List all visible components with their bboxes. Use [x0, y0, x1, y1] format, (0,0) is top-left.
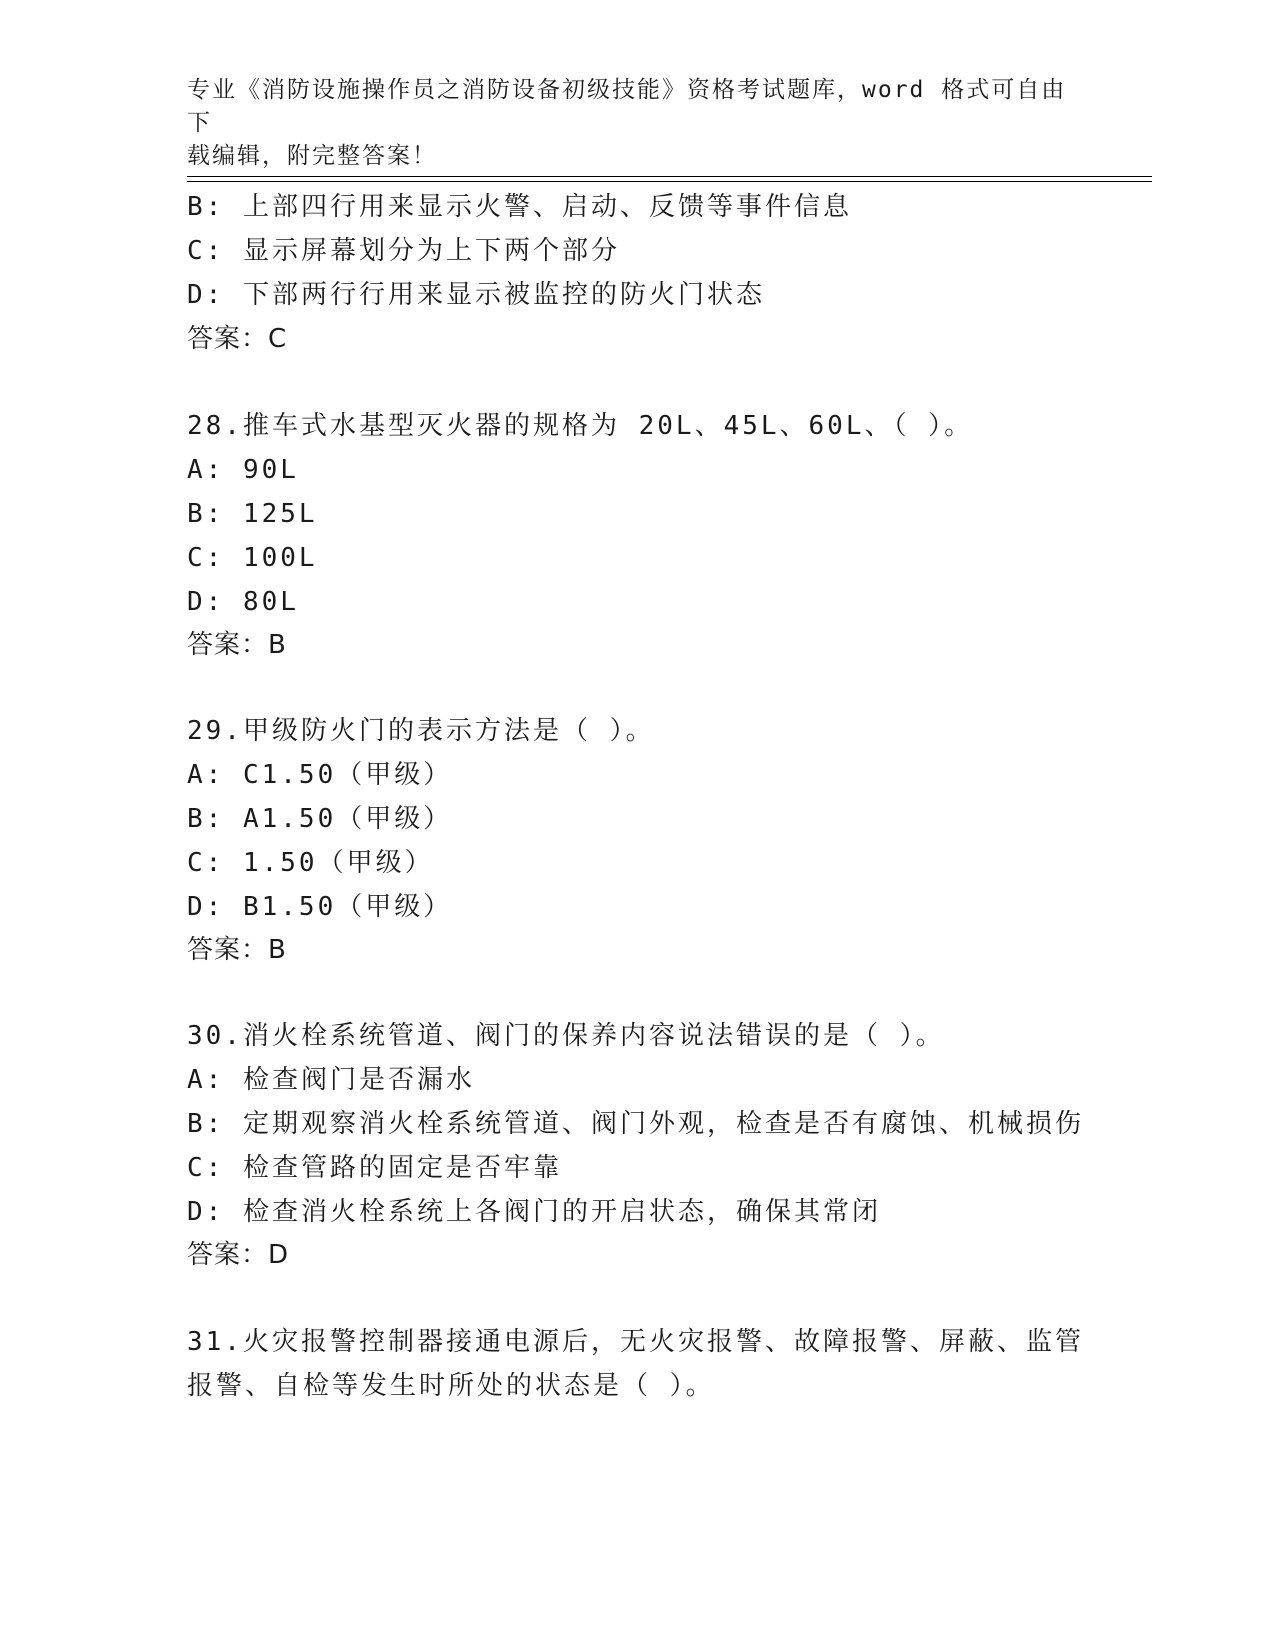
q30-option-d: D: 检查消火栓系统上各阀门的开启状态，确保其常闭 [187, 1197, 881, 1227]
q28-option-d: D: 80L [187, 587, 299, 617]
q30-option-b: B: 定期观察消火栓系统管道、阀门外观，检查是否有腐蚀、机械损伤 [187, 1109, 1084, 1139]
q27-option-c: C: 显示屏幕划分为上下两个部分 [187, 236, 620, 266]
q28-option-b: B: 125L [187, 499, 318, 529]
q29-option-c: C: 1.50（甲级） [187, 848, 434, 878]
q28-option-a: A: 90L [187, 455, 299, 485]
q29-option-a: A: C1.50（甲级） [187, 760, 453, 790]
q27-option-b: B: 上部四行用来显示火警、启动、反馈等事件信息 [187, 192, 852, 222]
q30-question: 30.消火栓系统管道、阀门的保养内容说法错误的是（ ）。 [187, 1021, 945, 1051]
q27-answer: 答案：C [187, 324, 288, 354]
q29-answer: 答案：B [187, 935, 287, 965]
q28-question: 28.推车式水基型灭火器的规格为 20L、45L、60L、（ ）。 [187, 411, 974, 441]
q30-option-a: A: 检查阀门是否漏水 [187, 1065, 475, 1095]
q29-option-d: D: B1.50（甲级） [187, 892, 453, 922]
q28-answer: 答案：B [187, 630, 287, 660]
q31-question-line-2: 报警、自检等发生时所处的状态是（ ）。 [187, 1371, 715, 1401]
q30-answer: 答案：D [187, 1240, 290, 1270]
q30-option-c: C: 检查管路的固定是否牢靠 [187, 1153, 562, 1183]
header-line-1: 专业《消防设施操作员之消防设备初级技能》资格考试题库，word 格式可自由下 [187, 77, 1067, 136]
q29-question: 29.甲级防火门的表示方法是（ ）。 [187, 716, 655, 746]
document-header [187, 74, 1067, 173]
q29-option-b: B: A1.50（甲级） [187, 804, 453, 834]
q28-option-c: C: 100L [187, 543, 318, 573]
header-divider-bottom [187, 181, 1152, 182]
q27-option-d: D: 下部两行行用来显示被监控的防火门状态 [187, 280, 765, 310]
header-divider-top [187, 176, 1152, 177]
q31-question-line-1: 31.火灾报警控制器接通电源后，无火灾报警、故障报警、屏蔽、监管 [187, 1327, 1084, 1357]
header-line-2: 载编辑，附完整答案！ [187, 143, 437, 169]
